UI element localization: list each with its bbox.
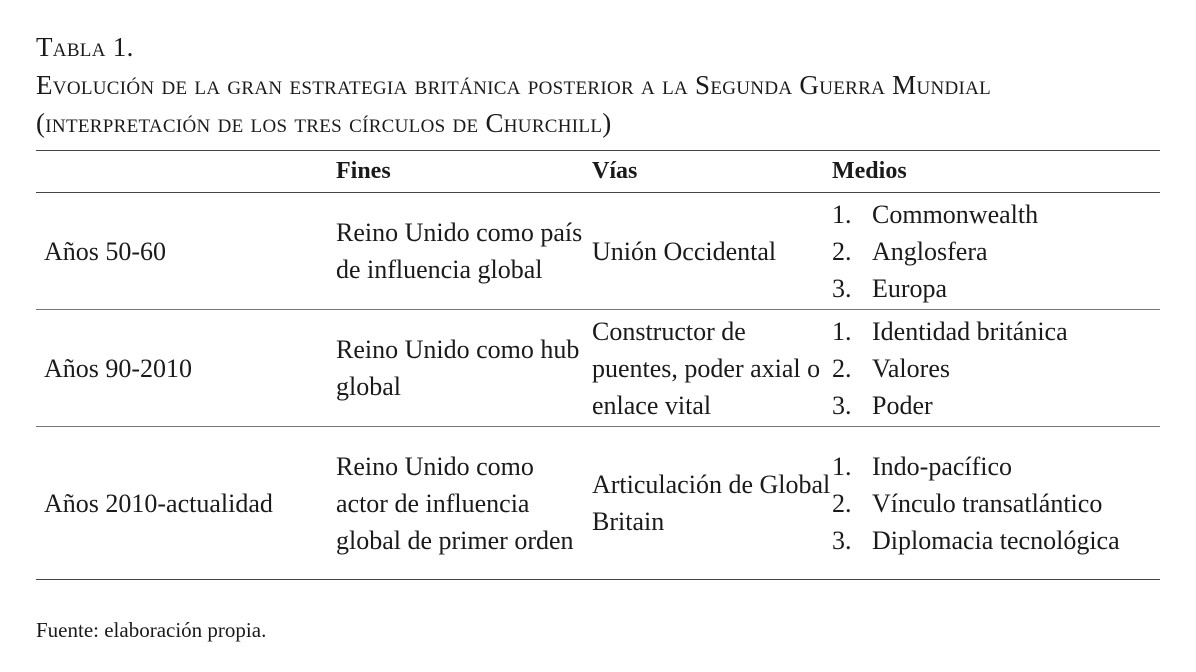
medios-list bbox=[832, 448, 1160, 559]
fines-cell: Reino Unido como hub global bbox=[336, 335, 580, 401]
list-text: Indo-pacífico bbox=[872, 451, 1013, 481]
table-row bbox=[36, 427, 1160, 580]
medios-cell bbox=[832, 193, 1160, 310]
medios-list bbox=[832, 313, 1160, 424]
list-number: 2. bbox=[832, 236, 852, 266]
table-title-line-2: (interpretación de los tres círculos de Churchill) bbox=[36, 108, 612, 138]
list-item bbox=[832, 233, 1160, 270]
list-text: Valores bbox=[872, 353, 950, 383]
table-row bbox=[36, 310, 1160, 427]
period-cell: Años 50-60 bbox=[44, 236, 167, 266]
list-item bbox=[832, 196, 1160, 233]
list-number: 3. bbox=[832, 525, 852, 555]
list-number: 3. bbox=[832, 273, 852, 303]
header-period bbox=[36, 151, 336, 193]
source-note: Fuente: elaboración propia. bbox=[36, 618, 267, 642]
list-text: Identidad británica bbox=[872, 316, 1068, 346]
header-row bbox=[36, 151, 1160, 193]
list-item bbox=[832, 485, 1160, 522]
table-row bbox=[36, 193, 1160, 310]
vias-cell: Constructor de puentes, poder axial o enlace vital bbox=[592, 316, 821, 420]
list-item bbox=[832, 448, 1160, 485]
list-text: Europa bbox=[872, 273, 948, 303]
list-item bbox=[832, 350, 1160, 387]
table-header bbox=[36, 151, 1160, 193]
vias-cell: Unión Occidental bbox=[592, 236, 777, 266]
table-caption bbox=[36, 28, 1166, 142]
list-number: 1. bbox=[832, 199, 852, 229]
list-number: 2. bbox=[832, 488, 852, 518]
fines-cell: Reino Unido como actor de influencia global de primer orden bbox=[336, 451, 574, 555]
header-vias: Vías bbox=[592, 158, 638, 184]
list-text: Commonwealth bbox=[872, 199, 1039, 229]
list-number: 1. bbox=[832, 451, 852, 481]
list-item bbox=[832, 522, 1160, 559]
medios-cell bbox=[832, 310, 1160, 427]
header-fines: Fines bbox=[336, 158, 391, 184]
table-label: Tabla 1. bbox=[36, 32, 134, 62]
period-cell: Años 2010-actualidad bbox=[44, 488, 273, 518]
list-item bbox=[832, 270, 1160, 307]
list-item bbox=[832, 387, 1160, 424]
period-cell: Años 90-2010 bbox=[44, 353, 193, 383]
list-text: Poder bbox=[872, 390, 933, 420]
strategy-table bbox=[36, 150, 1160, 580]
list-text: Diplomacia tecnológica bbox=[872, 525, 1120, 555]
table-title-line-1: Evolución de la gran estrategia británica posterior a la Segunda Guerra Mundial bbox=[36, 70, 992, 100]
list-text: Vínculo transatlántico bbox=[872, 488, 1103, 518]
list-number: 2. bbox=[832, 353, 852, 383]
list-number: 3. bbox=[832, 390, 852, 420]
header-medios: Medios bbox=[832, 158, 907, 184]
list-text: Anglosfera bbox=[872, 236, 988, 266]
list-number: 1. bbox=[832, 316, 852, 346]
list-item bbox=[832, 313, 1160, 350]
medios-list bbox=[832, 196, 1160, 307]
vias-cell: Articulación de Global Britain bbox=[592, 470, 831, 536]
fines-cell: Reino Unido como país de influencia global bbox=[336, 218, 583, 284]
medios-cell bbox=[832, 427, 1160, 580]
